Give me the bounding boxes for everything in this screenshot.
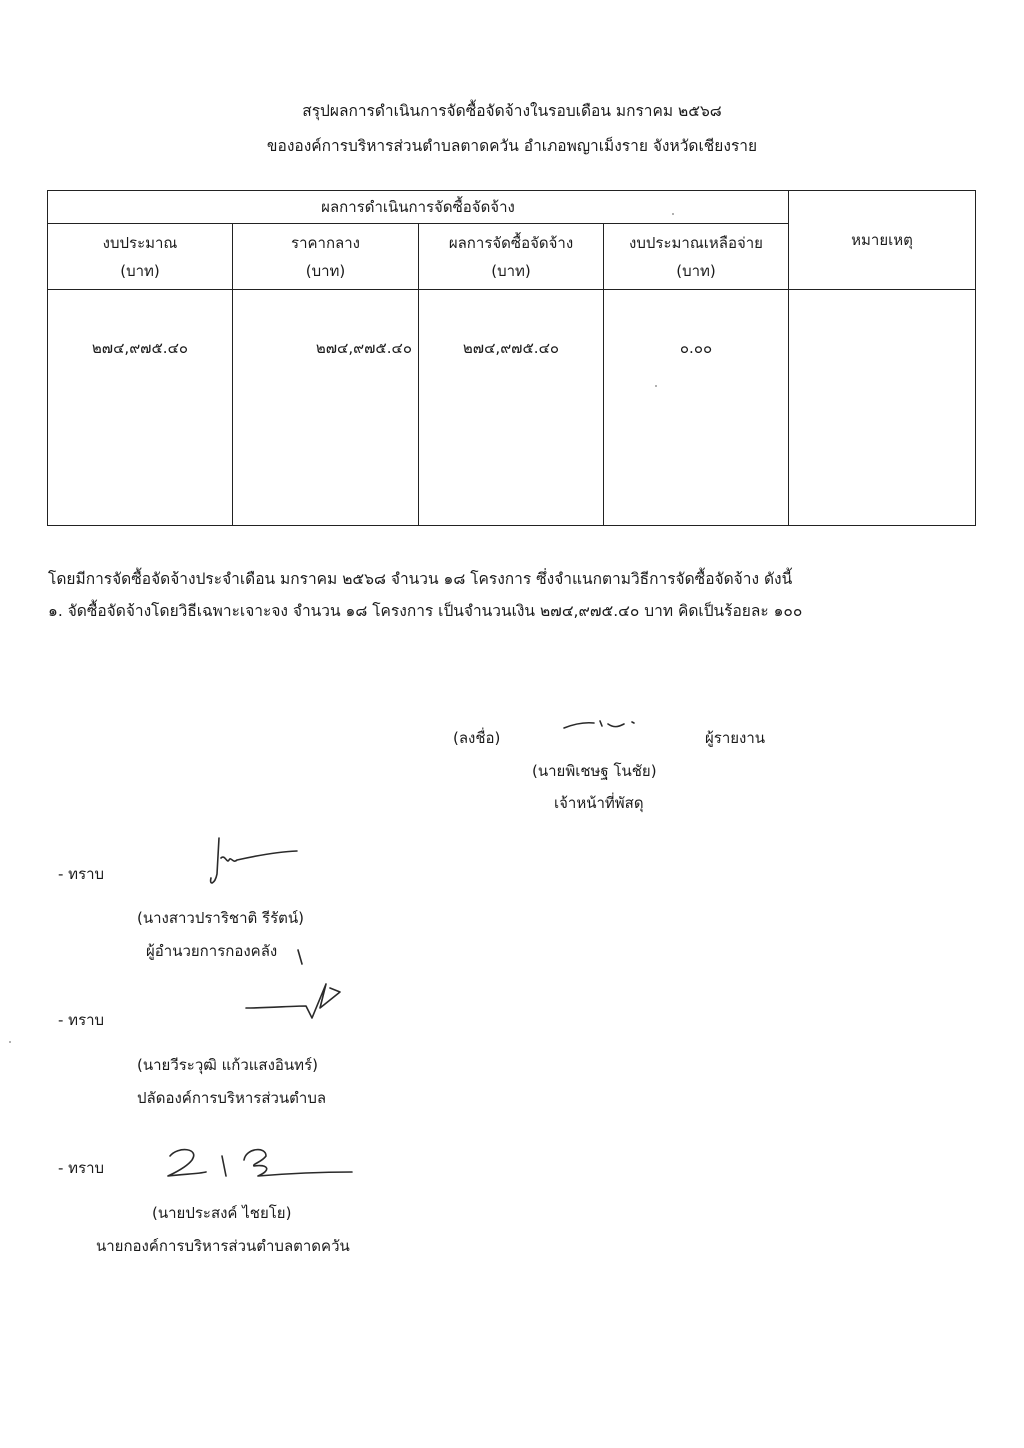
ack-name-3: (นายประสงค์ ไชยโย) [152, 1204, 292, 1222]
column-header-procurement-result [419, 224, 604, 290]
document-title-line-1: สรุปผลการดำเนินการจัดซื้อจัดจ้างในรอบเดือน มกราคม ๒๕๖๘ [302, 102, 722, 120]
column-header-remaining-budget [604, 224, 789, 290]
column-unit: (บาท) [491, 261, 531, 280]
column-label: งบประมาณเหลือจ่าย [629, 233, 763, 252]
cell-median-price: ๒๗๔,๙๗๕.๔๐ [233, 290, 419, 526]
procurement-summary-table [47, 190, 976, 526]
scan-speck [655, 385, 657, 387]
finance-director-signature-icon [205, 834, 305, 890]
scan-speck [9, 1041, 11, 1043]
reporter-signature-icon [560, 712, 650, 736]
column-header-median-price [233, 224, 419, 290]
scan-speck [672, 213, 674, 215]
reporter-sign-label: (ลงชื่อ) [453, 729, 501, 747]
remark-header-cell: หมายเหตุ [789, 191, 976, 290]
column-label: งบประมาณ [102, 233, 178, 252]
reporter-role-label: ผู้รายงาน [705, 729, 766, 747]
column-label: ราคากลาง [291, 233, 360, 252]
reporter-position: เจ้าหน้าที่พัสดุ [554, 794, 644, 812]
ack-position-2: ปลัดองค์การบริหารส่วนตำบล [137, 1089, 327, 1107]
ack-label-1: - ทราบ [58, 865, 105, 883]
cell-procurement-result: ๒๗๔,๙๗๕.๔๐ [419, 290, 604, 526]
cell-remaining-budget: ๐.๐๐ [604, 290, 789, 526]
table-header-row-group [48, 191, 976, 224]
column-unit: (บาท) [676, 261, 716, 280]
column-unit: (บาท) [305, 261, 346, 280]
cell-remark [789, 290, 976, 526]
ack-label-3: - ทราบ [58, 1159, 105, 1177]
column-label: ผลการจัดซื้อจัดจ้าง [448, 233, 574, 252]
summary-line-1: โดยมีการจัดซื้อจัดจ้างประจำเดือน มกราคม ๒๕๖๘ จำนวน ๑๘ โครงการ ซึ่งจำแนกตามวิธีการจัดซื้อจัดจ้าง ดังนี้ [48, 570, 793, 588]
column-unit: (บาท) [120, 261, 160, 280]
ack-position-3: นายกองค์การบริหารส่วนตำบลตาดควัน [96, 1237, 350, 1255]
column-header-budget [48, 224, 233, 290]
deputy-signature-icon [240, 948, 350, 1026]
mayor-signature-icon [162, 1142, 362, 1188]
document-title-line-2: ขององค์การบริหารส่วนตำบลตาดควัน อำเภอพญาเม็งราย จังหวัดเชียงราย [266, 137, 758, 155]
ack-name-1: (นางสาวปราริชาติ รีรัตน์) [137, 909, 304, 927]
ack-position-1: ผู้อำนวยการกองคลัง [146, 942, 278, 960]
ack-label-2: - ทราบ [58, 1011, 105, 1029]
cell-budget: ๒๗๔,๙๗๕.๔๐ [48, 290, 233, 526]
reporter-name: (นายพิเชษฐ โนชัย) [532, 762, 657, 780]
table-row [48, 290, 976, 526]
summary-line-2: ๑. จัดซื้อจัดจ้างโดยวิธีเฉพาะเจาะจง จำนวน ๑๘ โครงการ เป็นจำนวนเงิน ๒๗๔,๙๗๕.๔๐ บาท คิดเป็นร้อยละ ๑๐๐ [48, 602, 803, 620]
group-header-cell: ผลการดำเนินการจัดซื้อจัดจ้าง [48, 191, 789, 224]
ack-name-2: (นายวีระวุฒิ แก้วแสงอินทร์) [137, 1056, 318, 1074]
